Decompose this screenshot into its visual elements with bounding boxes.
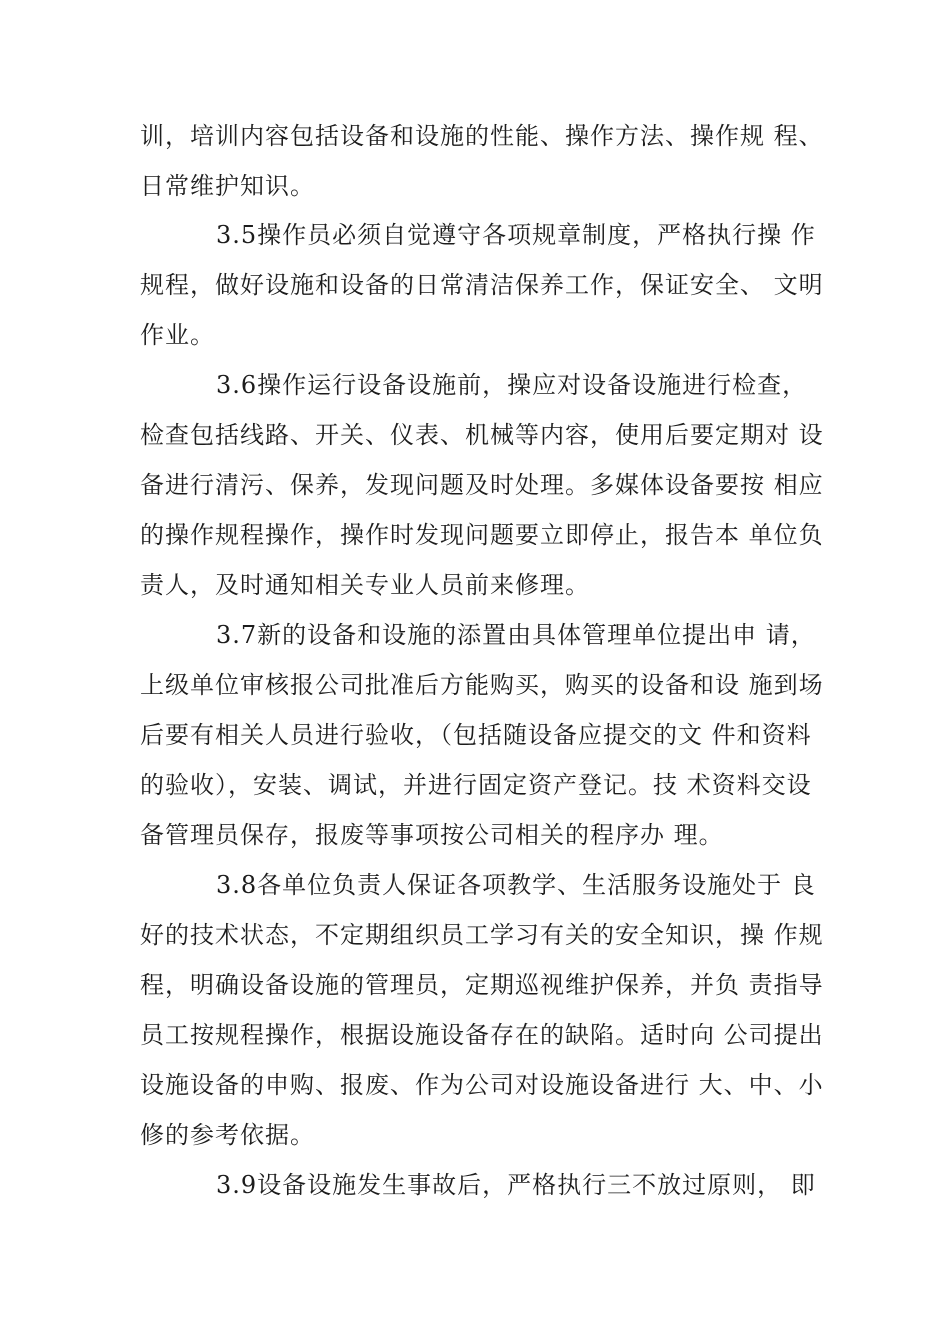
text-line: 备管理员保存，报废等事项按公司相关的程序办 理。: [140, 821, 724, 849]
text-line: 好的技术状态，不定期组织员工学习有关的安全知识，操 作规: [140, 921, 824, 949]
text-line: 程，明确设备设施的管理员，定期巡视维护保养，并负 责指导: [140, 971, 824, 999]
text-line: 检查包括线路、开关、仪表、机械等内容，使用后要定期对 设: [140, 421, 824, 449]
text-line: 作业。: [140, 321, 215, 349]
paragraph-3-8-start: 3.8各单位负责人保证各项教学、生活服务设施处于 良: [216, 871, 816, 899]
text-line: 规程，做好设施和设备的日常清洁保养工作，保证安全、 文明: [140, 271, 824, 299]
text-line: 训，培训内容包括设备和设施的性能、操作方法、操作规 程、: [140, 122, 824, 150]
text-line: 责人，及时通知相关专业人员前来修理。: [140, 571, 590, 599]
text-line: 日常维护知识。: [140, 172, 315, 200]
text-line: 后要有相关人员进行验收，（包括随设备应提交的文 件和资料: [140, 721, 812, 749]
text-line: 员工按规程操作，根据设施设备存在的缺陷。适时向 公司提出: [140, 1021, 824, 1049]
paragraph-3-6-start: 3.6操作运行设备设施前，操应对设备设施进行检查，: [216, 371, 808, 399]
text-line: 设施设备的申购、报废、作为公司对设施设备进行 大、中、小: [140, 1071, 824, 1099]
text-line: 的操作规程操作，操作时发现问题要立即停止，报告本 单位负: [140, 521, 824, 549]
paragraph-3-7-start: 3.7新的设备和设施的添置由具体管理单位提出申 请，: [216, 621, 816, 649]
text-line: 修的参考依据。: [140, 1121, 315, 1149]
text-line: 的验收），安装、调试，并进行固定资产登记。技 术资料交设: [140, 771, 812, 799]
paragraph-3-5-start: 3.5操作员必须自觉遵守各项规章制度，严格执行操 作: [216, 221, 816, 249]
text-line: 上级单位审核报公司批准后方能购买，购买的设备和设 施到场: [140, 671, 824, 699]
text-line: 备进行清污、保养，发现问题及时处理。多媒体设备要按 相应: [140, 471, 824, 499]
paragraph-3-9-start: 3.9设备设施发生事故后，严格执行三不放过原则， 即: [216, 1171, 816, 1199]
